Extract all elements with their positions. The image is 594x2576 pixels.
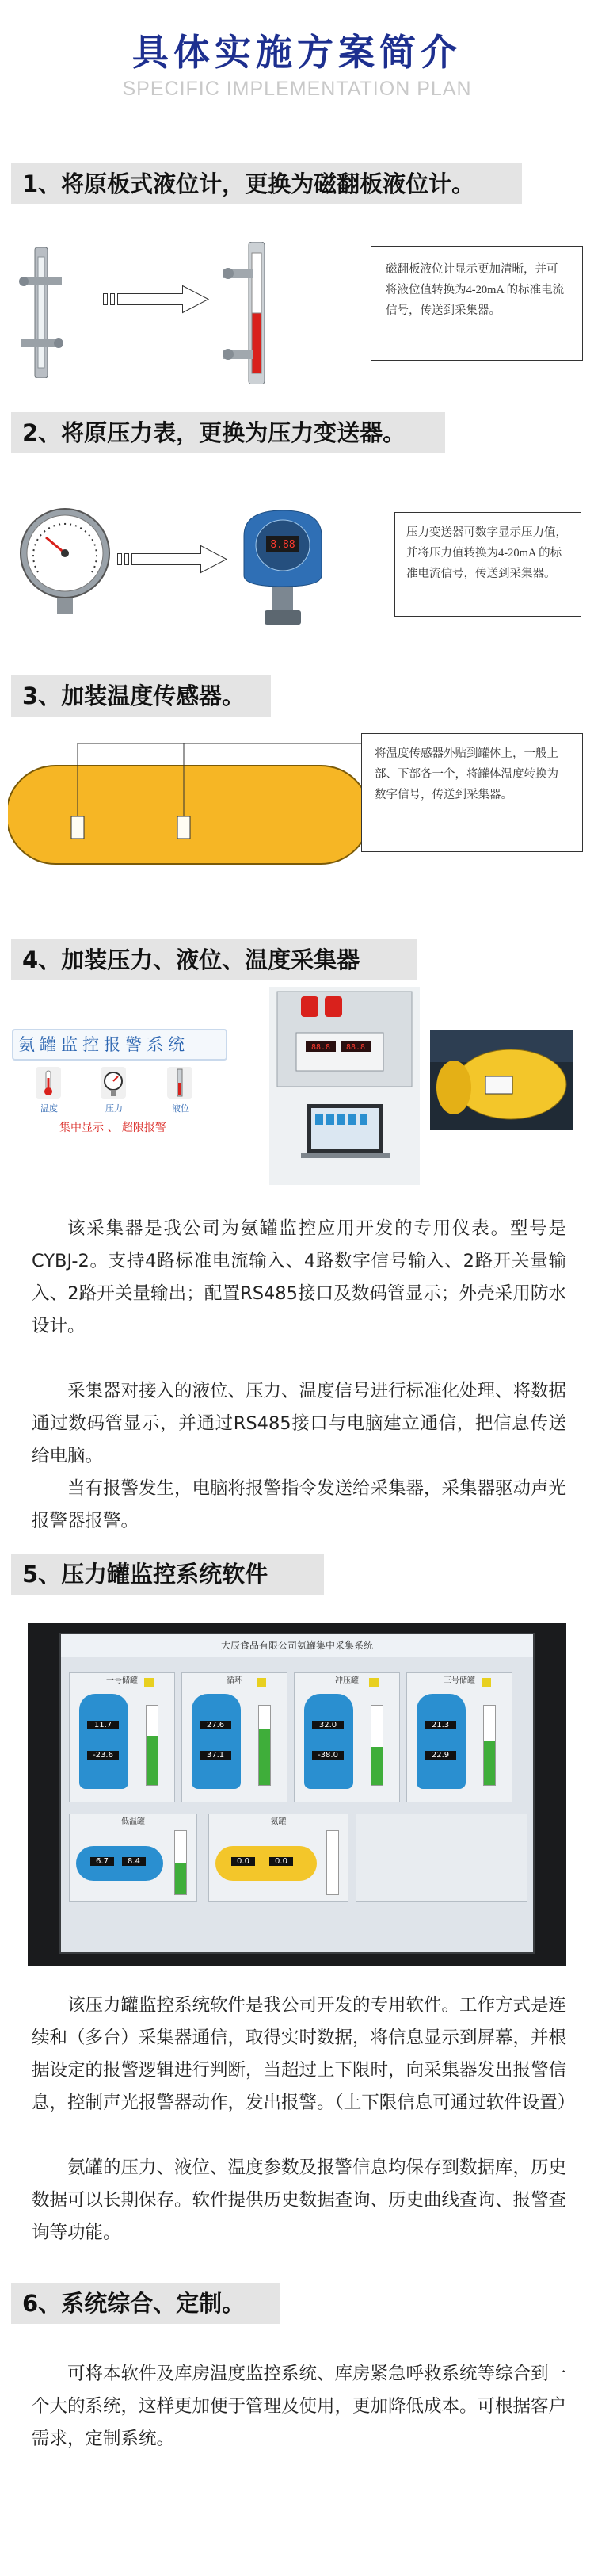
tank-label: 一号储罐 [106,1676,138,1685]
page-title: 具体实施方案简介 [132,31,462,74]
section-1-note: 磁翻板液位计显示更加清晰，并可将液位值转换为4-20mA 的标准电流信号，传送到采集器。 [371,246,583,361]
arrow-right-icon [103,284,210,315]
page-subtitle: SPECIFIC IMPLEMENTATION PLAN [122,78,472,100]
tank-bottom-value: 22.9 [425,1751,456,1760]
section-3-note: 将温度传感器外贴到罐体上，一般上部、下部各一个，将罐体温度转换为数字信号，传送到采集器。 [361,733,583,852]
tank-bottom-value: -23.6 [87,1751,119,1760]
section-4-paragraph-2: 采集器对接入的液位、压力、温度信号进行标准化处理、将数据通过数码管显示，并通过RS485接口与电脑建立通信，把信息传送给电脑。 [32,1381,567,1466]
section-4-paragraph-3: 当有报警发生，电脑将报警指令发送给采集器，采集器驱动声光报警器报警。 [32,1478,567,1531]
arrow-right-icon [117,544,228,575]
tank-top-value: 6.7 [90,1857,114,1866]
gauge-icon [101,1067,126,1102]
plate-level-gauge-illustration [17,247,65,378]
tank-top-value: 27.6 [200,1721,231,1729]
tank-bottom-value: 37.1 [200,1751,231,1760]
software-title: 大辰食品有限公司氨罐集中采集系统 [61,1634,533,1657]
tank-card-2 [181,1672,287,1802]
tank-label: 低温罐 [121,1817,145,1826]
svg-text:8.88: 8.88 [270,539,295,551]
section-heading-1: 1、将原板式液位计，更换为磁翻板液位计。 [11,163,522,204]
tank-card-5 [69,1814,197,1902]
tank-top-value: 21.3 [425,1721,456,1729]
section-4-paragraph-1: 该采集器是我公司为氨罐监控应用开发的专用仪表。型号是CYBJ-2。支持4路标准电流输入、4路数字信号输入、2路开关量输入、2路开关量输出；配置RS485接口及数码管显示；外壳采用防水设计。 [32,1218,566,1336]
tank-card-4 [406,1672,512,1802]
thermometer-icon [36,1067,61,1102]
section-2-note: 压力变送器可数字显示压力值，并将压力值转换为4-20mA 的标准电流信号，传送到采集器。 [394,512,581,617]
yellow-tank-photo [430,1030,573,1130]
tank-top-value: 0.0 [231,1857,255,1866]
section-5-paragraph-1: 该压力罐监控系统软件是我公司开发的专用软件。工作方式是连续和（多台）采集器通信，取得实时数据，将信息显示到屏幕，并根据设定的报警逻辑进行判断，当超过上下限时，向采集器发出报警信息，控制声光报警器动作，发出报警。（上下限信息可通过软件设置） [32,1995,576,2113]
tank-label: 冲压罐 [335,1676,359,1685]
empty-panel [356,1814,527,1902]
monitoring-software-screenshot [28,1623,566,1966]
svg-text:88.8: 88.8 [310,1043,331,1052]
tank-bottom-value: 0.0 [269,1857,293,1866]
magnetic-flap-level-gauge-illustration [222,242,295,384]
icon-label-pressure: 压力 [105,1103,123,1114]
tank-label: 循环 [227,1676,242,1685]
tank-label: 三号储罐 [444,1676,475,1685]
section-heading-2: 2、将原压力表，更换为压力变送器。 [11,412,445,453]
tank-bottom-value: -38.0 [312,1751,344,1760]
section-heading-3: 3、加装温度传感器。 [11,675,271,717]
level-icon [167,1067,192,1102]
tank-top-value: 11.7 [87,1721,119,1729]
alarm-system-panel [12,1029,227,1148]
tank-card-6 [208,1814,348,1902]
pressure-gauge-illustration [14,507,116,614]
pressure-transmitter-illustration [228,499,337,626]
tank-bottom-value: 8.4 [122,1857,146,1866]
collector-device-photo [269,987,420,1185]
panel-caption: 集中显示 、 超限报警 [59,1122,166,1134]
icon-label-level: 液位 [172,1103,189,1114]
section-heading-5: 5、压力罐监控系统软件 [11,1554,324,1595]
section-5-paragraph-2: 氨罐的压力、液位、温度参数及报警信息均保存到数据库，历史数据可以长期保存。软件提供历史数据查询、历史曲线查询、报警查询等功能。 [32,2157,567,2243]
tank-with-temperature-sensors-illustration [8,737,380,880]
section-6-paragraph-1: 可将本软件及库房温度监控系统、库房紧急呼救系统等综合到一个大的系统，这样更加便于管理及使用，更加降低成本。可根据客户需求，定制系统。 [32,2364,567,2449]
tank-card-1 [69,1672,175,1802]
section-heading-6: 6、系统综合、定制。 [11,2283,280,2324]
tank-top-value: 32.0 [312,1721,344,1729]
icon-label-temperature: 温度 [40,1103,58,1114]
tank-card-3 [294,1672,400,1802]
svg-text:88.8: 88.8 [345,1043,366,1052]
tank-label: 氨罐 [270,1817,287,1826]
panel-title: 氨罐监控报警系统 [12,1029,227,1061]
section-heading-4: 4、加装压力、液位、温度采集器 [11,939,417,980]
